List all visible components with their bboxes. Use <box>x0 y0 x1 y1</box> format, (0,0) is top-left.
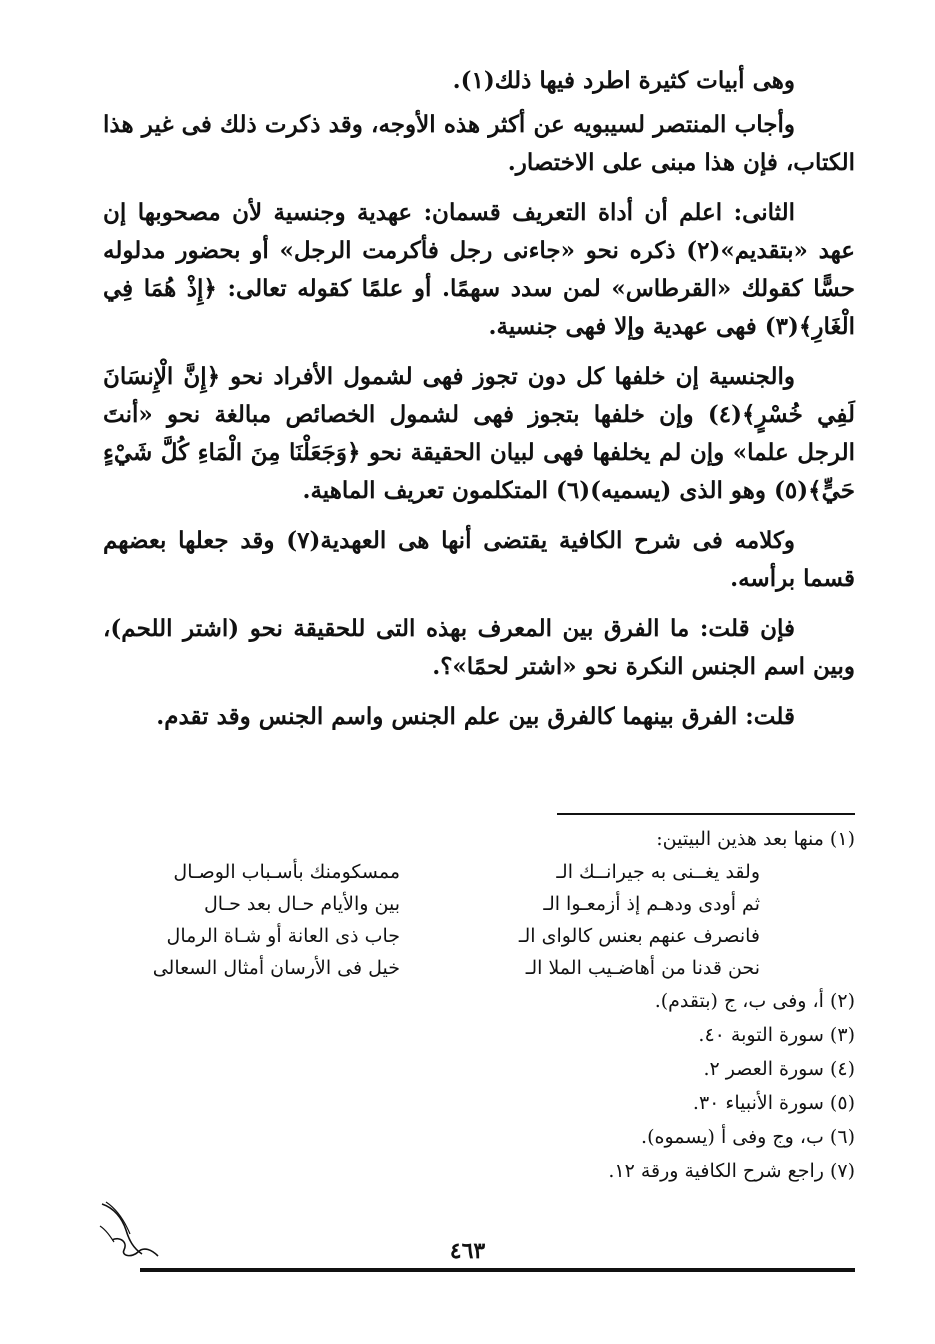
footnote-5: (٥) سورة الأنبياء ٣٠. <box>692 1092 855 1114</box>
footnote-intro: (١) منها بعد هذين البيتين: <box>656 828 855 850</box>
paragraph-1: وهى أبيات كثيرة اطرد فيها ذلك(١). <box>452 67 795 94</box>
verse-2-second-half: بين والأيام حـال بعد حـال <box>203 893 400 915</box>
verse-2-first-half: ثم أودى ودهـم إذ أزمعـوا الـ <box>543 893 760 915</box>
hand-drawn-quill-mark-icon <box>92 1196 164 1264</box>
paragraph-6: فإن قلت: ما الفرق بين المعرف بهذه التى للحقيقة نحو (اشتر اللحم)، وبين اسم الجنس النكرة نحو «اشتر لحمًا»؟. <box>103 615 855 680</box>
paragraph-3: الثانى: اعلم أن أداة التعريف قسمان: عهدية وجنسية لأن مصحوبها إن عهد «بتقديم»(٢) ذكره نحو «جاءنى رجل فأكرمت الرجل» أو بحضور مدلوله حسًّا كقولك «القرطاس» لمن سدد سهمًا. أو علمًا كقوله تعالى: ﴿إِذْ هُمَا فِي الْغَارِ﴾(٣) فهى عهدية وإلا فهى جنسية. <box>103 199 855 340</box>
footnote-7: (٧) راجع شرح الكافية ورقة ١٢. <box>608 1160 855 1182</box>
verse-1-second-half: ممسكومنك بأسـباب الوصـال <box>173 861 400 883</box>
paragraph-2: وأجاب المنتصر لسيبويه عن أكثر هذه الأوجه، وقد ذكرت ذلك فى غير هذا الكتاب، فإن هذا مبنى على الاختصار. <box>103 111 855 176</box>
footnote-2: (٢) أ، وفى ب، ج (بتقدم). <box>654 990 855 1012</box>
paragraph-7: قلت: الفرق بينهما كالفرق بين علم الجنس واسم الجنس وقد تقدم. <box>156 703 795 730</box>
footnote-divider <box>557 813 855 815</box>
verse-3-first-half: فانصرف عنهم بعنس كالواى الـ <box>518 925 760 947</box>
footnote-3: (٣) سورة التوبة ٤٠. <box>698 1024 855 1046</box>
verse-4-second-half: خيل فى الأرسان أمثال السعالى <box>152 957 400 979</box>
main-text <box>103 62 855 748</box>
bottom-rule <box>140 1268 855 1272</box>
footnotes <box>103 822 855 1188</box>
verse-4-first-half: نحن قدنا من أهاضـيب الملا الـ <box>525 957 760 979</box>
paragraph-5: وكلامه فى شرح الكافية يقتضى أنها هى العهدية(٧) وقد جعلها بعضهم قسما برأسه. <box>103 527 855 592</box>
footnote-6: (٦) ب، وج وفى أ (يسموه). <box>641 1126 855 1148</box>
footnote-verses <box>103 856 855 984</box>
paragraph-4: والجنسية إن خلفها كل دون تجوز فهى لشمول الأفراد نحو ﴿إِنَّ الْإِنسَانَ لَفِي خُسْرٍ﴾(٤) وإن خلفها بتجوز فهى لشمول الخصائص مبالغة نحو «أنتَ الرجل علما» وإن لم يخلفها فهى لبيان الحقيقة نحو ﴿وَجَعَلْنَا مِنَ الْمَاءِ كُلَّ شَيْءٍ حَيٍّ﴾(٥) وهو الذى (يسميه)(٦) المتكلمون تعريف الماهية. <box>103 363 855 504</box>
verse-3-second-half: جاب ذى العانة أو شـاة الرمال <box>166 925 400 947</box>
verse-1-first-half: ولقد يغــنى به جيرانــك الـ <box>556 861 760 883</box>
footnote-4: (٤) سورة العصر ٢. <box>703 1058 855 1080</box>
page-number: ٤٦٣ <box>449 1238 486 1264</box>
